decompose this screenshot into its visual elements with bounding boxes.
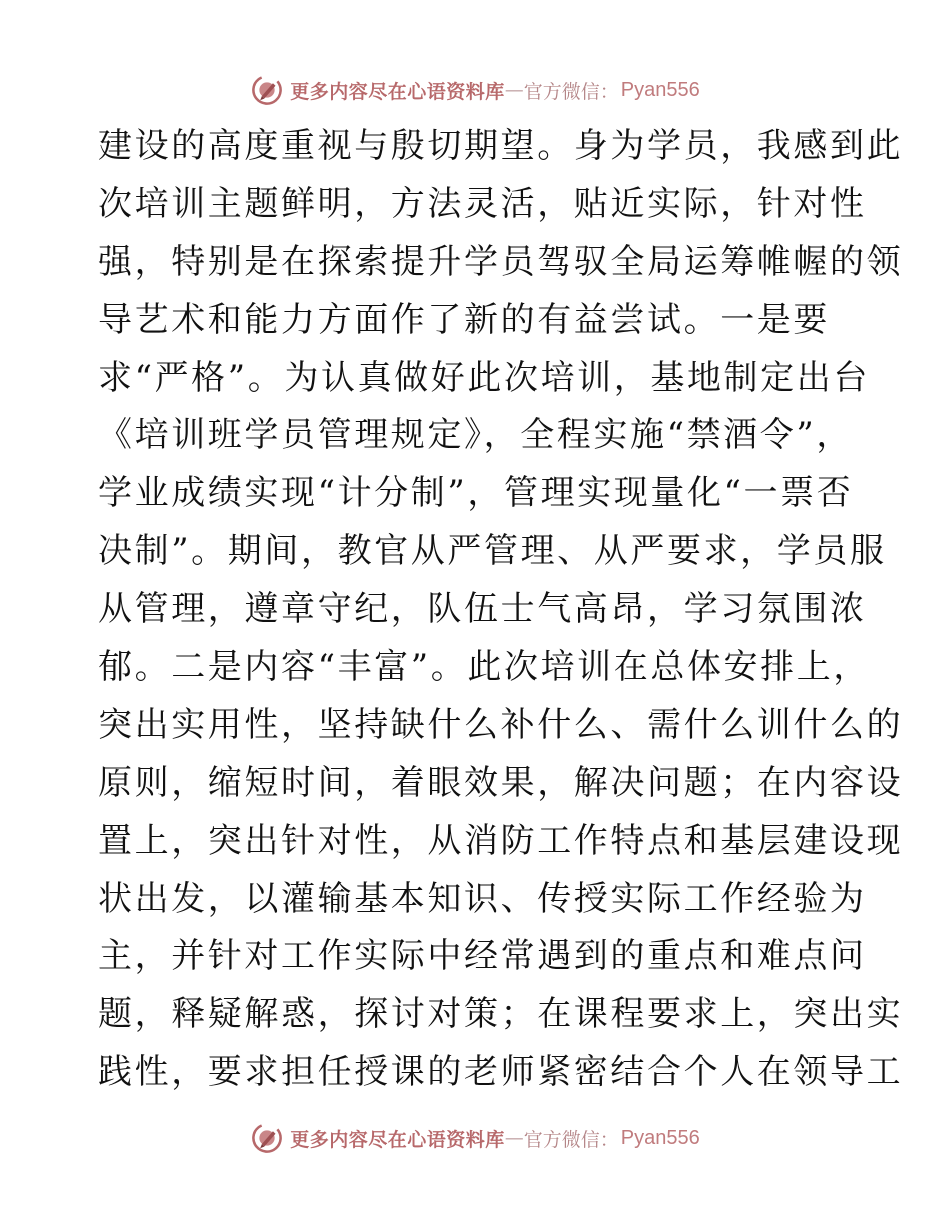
text-line: 原则，缩短时间，着眼效果，解决问题；在内容设 [98,762,904,803]
banner-title: 更多内容尽在心语资料库 [290,80,505,103]
banner-wechat-label: 官方微信： [523,1128,619,1151]
text-line: 求“严格”。为认真做好此次培训，基地制定出台 [98,357,870,398]
banner-wechat-id: Pyan556 [620,78,700,101]
text-line: 置上，突出针对性，从消防工作特点和基层建设现 [98,820,904,861]
text-line: 学业成绩实现“计分制”，管理实现量化“一票否 [98,473,854,514]
text-line: 从管理，遵章守纪，队伍士气高昂，学习氛围浓 [98,589,867,630]
banner-wechat-label: 官方微信： [523,80,619,103]
library-logo-icon [250,1121,284,1155]
banner-wechat-id: Pyan556 [620,1126,700,1149]
text-line: 题，释疑解惑，探讨对策；在课程要求上，突出实 [98,994,904,1035]
text-line: 践性，要求担任授课的老师紧密结合个人在领导工 [98,1052,904,1093]
text-line: 导艺术和能力方面作了新的有益尝试。一是要 [98,299,830,340]
text-line: 突出实用性，坚持缺什么补什么、需什么训什么的 [98,704,904,745]
text-line: 郁。二是内容“丰富”。此次培训在总体安排上， [98,647,870,688]
library-logo-icon [250,73,284,107]
text-line: 次培训主题鲜明，方法灵活，贴近实际，针对性 [98,183,867,224]
text-line: 状出发，以灌输基本知识、传授实际工作经验为 [98,878,867,919]
header-watermark-banner [0,70,950,110]
banner-separator: — [504,79,524,101]
text-line: 主，并针对工作实际中经常遇到的重点和难点问 [98,936,867,977]
document-body [98,118,904,1102]
text-line: 《培训班学员管理规定》，全程实施“禁酒令”， [98,415,853,456]
text-line: 决制”。期间，教官从严管理、从严要求，学员服 [98,531,887,572]
banner-title: 更多内容尽在心语资料库 [290,1128,505,1151]
footer-watermark-banner [0,1118,950,1158]
banner-separator: — [504,1127,524,1149]
text-line: 强，特别是在探索提升学员驾驭全局运筹帷幄的领 [98,241,904,282]
text-line: 建设的高度重视与殷切期望。身为学员，我感到此 [98,126,904,166]
